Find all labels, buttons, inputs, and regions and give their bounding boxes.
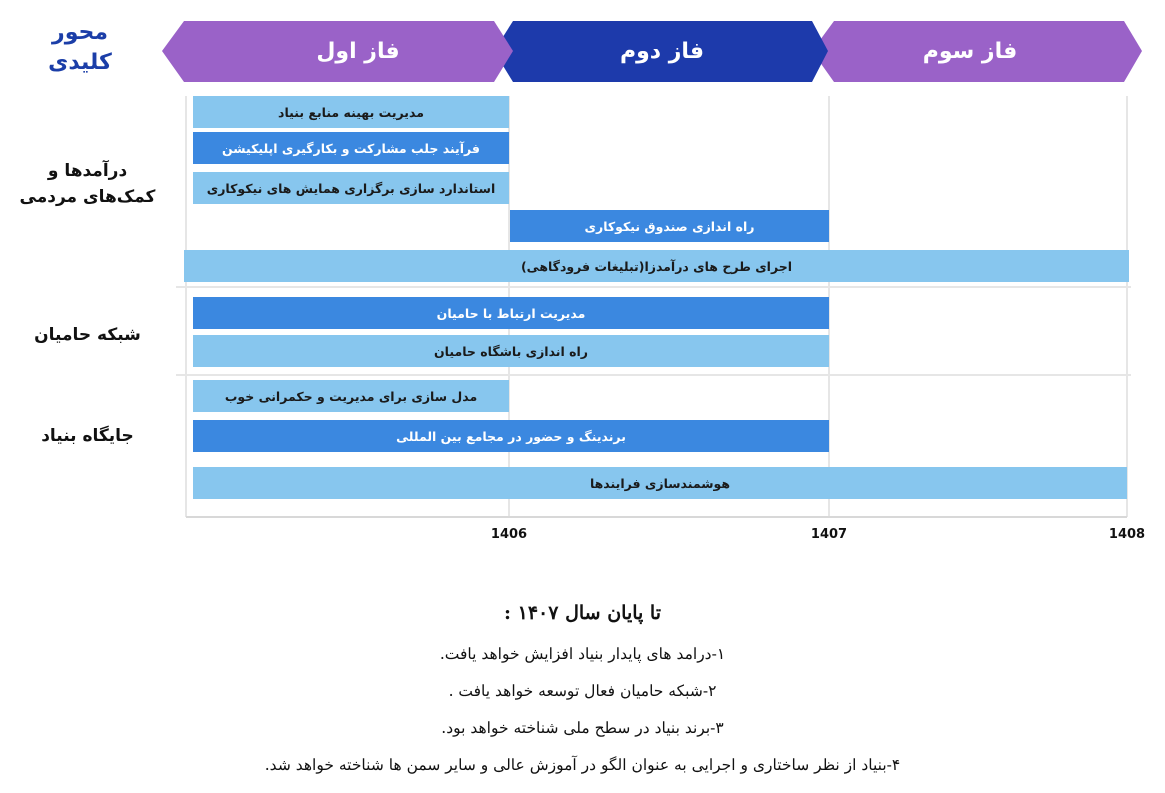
row-label-2: شبکه حامیان bbox=[34, 325, 141, 345]
task-bar-1-4: راه اندازی صندوق نیکوکاری bbox=[510, 210, 829, 242]
task-bar-1-1: مدیریت بهینه منابع بنیاد bbox=[193, 96, 509, 128]
row-label-3: جایگاه بنیاد bbox=[41, 426, 134, 446]
task-bar-1-3: استاندارد سازی برگزاری همایش های نیکوکاری bbox=[193, 172, 509, 204]
task-bar-3-2: برندینگ و حضور در مجامع بین المللی bbox=[193, 420, 829, 452]
phase-2-label: فاز دوم bbox=[619, 39, 705, 64]
note-item-2: ۲-شبکه حامیان فعال توسعه خواهد یافت . bbox=[448, 682, 717, 700]
phase-3-label: فاز سوم bbox=[922, 39, 1018, 64]
phase-1-label: فاز اول bbox=[316, 39, 400, 64]
task-bar-3-1: مدل سازی برای مدیریت و حکمرانی خوب bbox=[193, 380, 509, 412]
note-item-1: ۱-درامد های پایدار بنیاد افزایش خواهد یافت. bbox=[439, 645, 726, 663]
task-bar-1-2: فرآیند جلب مشارکت و بکارگیری اپلیکیشن bbox=[193, 132, 509, 164]
group-separator-2 bbox=[176, 374, 1131, 376]
notes-title: تا پایان سال ۱۴۰۷ : bbox=[503, 602, 661, 624]
task-bar-3-3: هوشمندسازی فرایندها bbox=[193, 467, 1127, 499]
axis-title: محور کلیدی bbox=[48, 20, 112, 75]
task-bar-1-5: اجرای طرح های درآمدزا(تبلیغات فرودگاهی) bbox=[184, 250, 1129, 282]
note-item-3: ۳-برند بنیاد در سطح ملی شناخته خواهد بود. bbox=[441, 719, 724, 737]
row-label-1: درآمدها و کمک‌های مردمی bbox=[19, 161, 156, 207]
notes-section bbox=[0, 602, 1165, 784]
group-separator-1 bbox=[176, 286, 1131, 288]
x-tick-1408: 1408 bbox=[1108, 527, 1146, 542]
note-item-4: ۴-بنیاد از نظر ساختاری و اجرایی به عنوان الگو در آموزش عالی و سایر سمن ها شناخته خواهد شد. bbox=[264, 756, 901, 774]
phase-header bbox=[0, 0, 1165, 90]
x-tick-1406: 1406 bbox=[490, 527, 528, 542]
task-bar-2-2: راه اندازی باشگاه حامیان bbox=[193, 335, 829, 367]
gridline-1405 bbox=[185, 96, 187, 517]
x-tick-1407: 1407 bbox=[810, 527, 848, 542]
task-bar-2-1: مدیریت ارتباط با حامیان bbox=[193, 297, 829, 329]
gridline-1408 bbox=[1126, 96, 1128, 517]
x-axis-line bbox=[186, 516, 1127, 518]
